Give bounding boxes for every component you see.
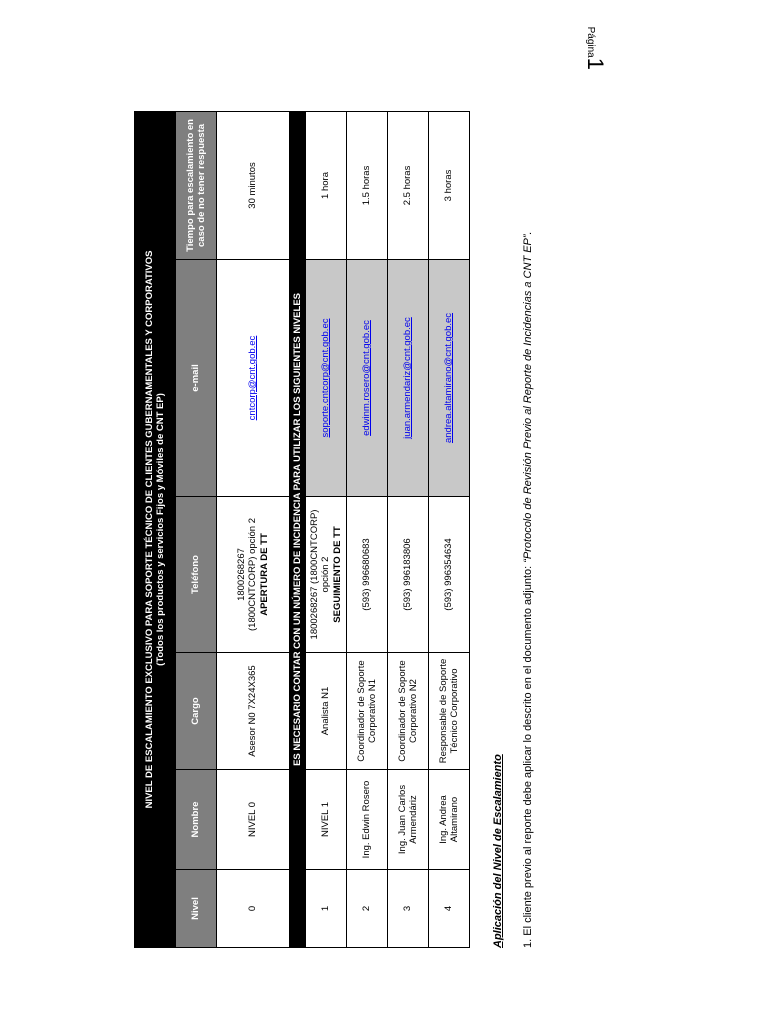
list-item [522, 231, 534, 948]
section-heading: Aplicación del Nivel de Escalamiento [492, 754, 504, 948]
cell-telefono: (593) 996354634 [429, 497, 470, 653]
table-row [388, 111, 429, 947]
page-number: 1 [583, 57, 608, 70]
email-link[interactable]: edwinm.rosero@cnt.gob.ec [361, 320, 373, 436]
header-email: e-mail [176, 260, 217, 497]
cell-cargo: Analista N1 [306, 653, 347, 770]
telefono-bold: APERTURA DE TT [258, 533, 270, 616]
cell-email [306, 260, 347, 497]
page-number-label [582, 27, 608, 70]
table-row [306, 111, 347, 947]
cell-telefono [306, 497, 347, 653]
escalation-table [134, 111, 470, 948]
cell-telefono [217, 497, 290, 653]
cell-tiempo: 2.5 horas [388, 111, 429, 259]
table-row [429, 111, 470, 947]
cell-nivel: 0 [217, 870, 290, 948]
page-word: Página [585, 26, 596, 58]
separator-row [290, 111, 306, 947]
cell-nombre: NIVEL 1 [306, 770, 347, 870]
cell-cargo: Coordinador de Soporte Corporativo N2 [388, 653, 429, 770]
cell-nombre: NIVEL 0 [217, 770, 290, 870]
telefono-line1: 1800268267 [235, 548, 247, 601]
cell-cargo: Coordinador de Soporte Corporativo N1 [347, 653, 388, 770]
header-nombre: Nombre [176, 770, 217, 870]
table-title-row [135, 111, 176, 947]
cell-email [429, 260, 470, 497]
table-title-line2: (Todos los productos y servicios Fijos y Móviles de CNT EP) [155, 393, 166, 666]
header-cargo: Cargo [176, 653, 217, 770]
header-nivel: Nivel [176, 870, 217, 948]
email-link[interactable]: andrea.altamirano@cnt.gob.ec [443, 312, 455, 444]
cell-email [217, 260, 290, 497]
cell-tiempo: 1.5 horas [347, 111, 388, 259]
cell-nivel: 1 [306, 870, 347, 948]
cell-telefono: (593) 996680683 [347, 497, 388, 653]
cell-tiempo: 1 hora [306, 111, 347, 259]
telefono-bold: SEGUIMIENTO DE TT [331, 526, 343, 623]
table-title-line1: NIVEL DE ESCALAMIENTO EXCLUSIVO PARA SOPORTE TÉCNICO DE CLIENTES GUBERNAMENTALES Y CORPORATIVOS [143, 250, 155, 809]
telefono-line2: (1800CNTCORP) opción 2 [247, 518, 259, 631]
cell-tiempo: 3 horas [429, 111, 470, 259]
cell-telefono: (593) 996183806 [388, 497, 429, 653]
cell-cargo: Asesor N0 7X24X365 [217, 653, 290, 770]
telefono-line2: opción 2 [320, 556, 332, 593]
table-title [135, 111, 176, 947]
separator-text: ES NECESARIO CONTAR CON UN NÚMERO DE INCIDENCIA PARA UTILIZAR LOS SIGUIENTES NIVELES [290, 111, 306, 947]
cell-nivel: 3 [388, 870, 429, 948]
cell-nombre: Ing. Andrea Altamirano [429, 770, 470, 870]
cell-nombre: Ing. Juan Carlos Armendáriz [388, 770, 429, 870]
document-reference: “Protocolo de Revisión Previo al Reporte de Incidencias a CNT EP”. [522, 231, 534, 563]
cell-nivel: 2 [347, 870, 388, 948]
cell-nivel: 4 [429, 870, 470, 948]
email-link[interactable]: cntcorp@cnt.gob.ec [247, 335, 259, 421]
email-link[interactable]: juan.armendariz@cnt.gob.ec [402, 317, 414, 439]
table-header-row [176, 111, 217, 947]
table-row [217, 111, 290, 947]
email-link[interactable]: soporte.cntcorp@cnt.gob.ec [320, 318, 332, 438]
cell-email [347, 260, 388, 497]
cell-cargo: Responsable de Soporte Técnico Corporativo [429, 653, 470, 770]
table-row [347, 111, 388, 947]
cell-tiempo: 30 minutos [217, 111, 290, 259]
cell-nombre: Ing. Edwin Rosero [347, 770, 388, 870]
list-item-text: 1. El cliente previo al reporte debe aplicar lo descrito en el documento adjunto: [522, 562, 534, 948]
header-tiempo: Tiempo para escalamiento en caso de no tener respuesta [176, 111, 217, 259]
header-telefono: Teléfono [176, 497, 217, 653]
cell-email [388, 260, 429, 497]
telefono-line1: 1800268267 (1800CNTCORP) [308, 509, 320, 640]
